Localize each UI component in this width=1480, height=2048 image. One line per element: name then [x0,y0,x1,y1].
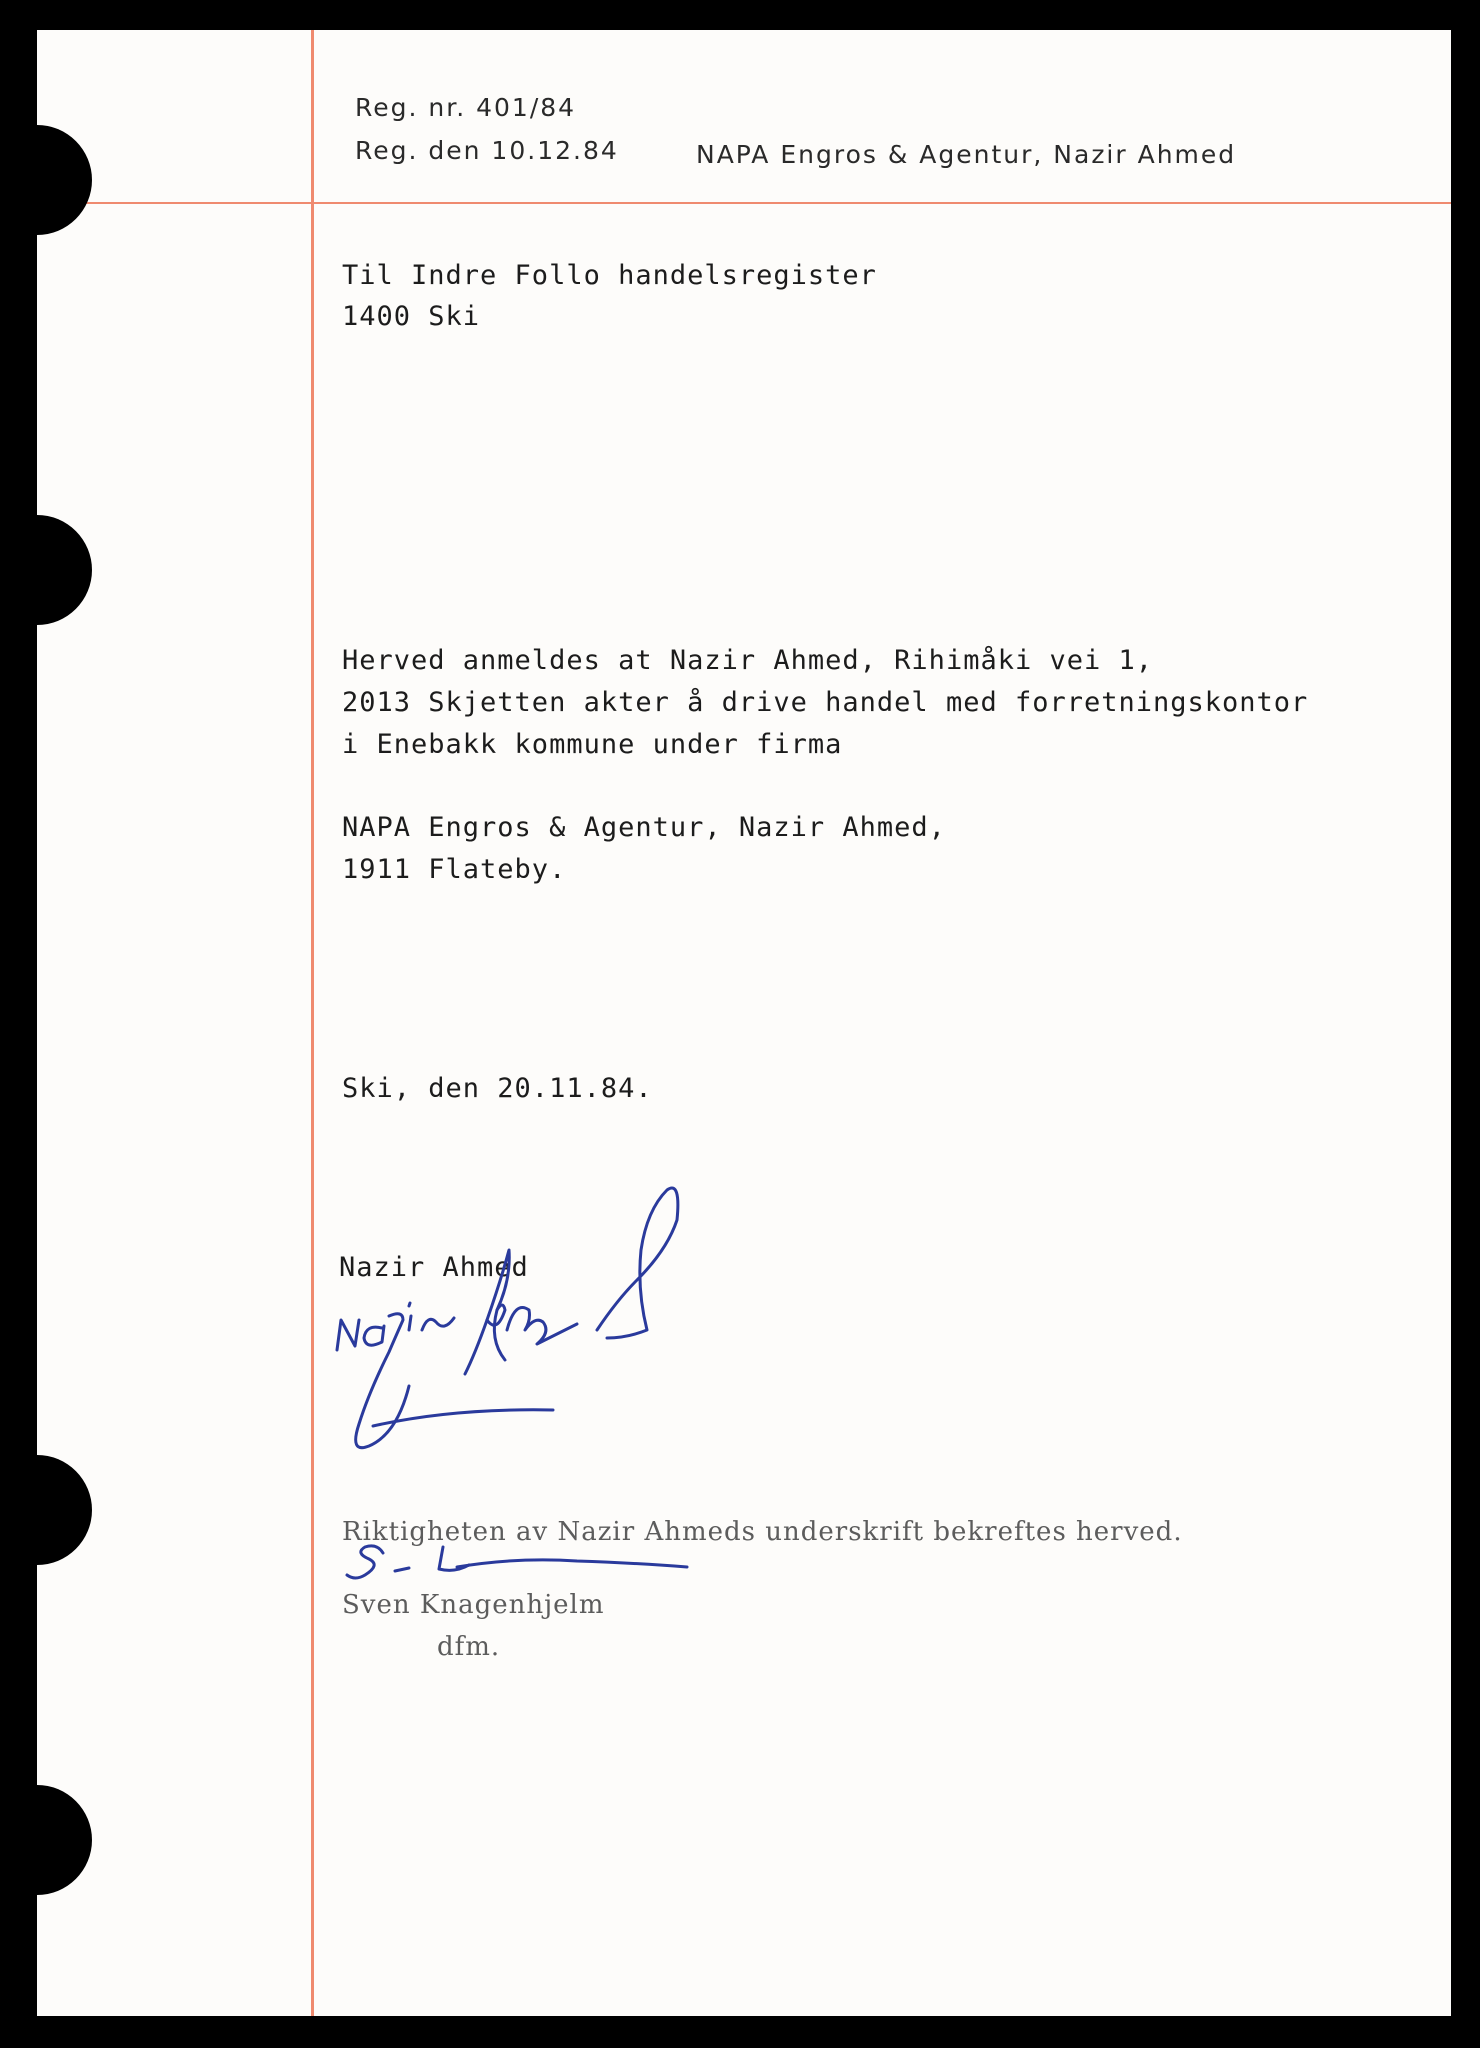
registration-number: Reg. nr. 401/84 [355,93,577,122]
document-page [37,30,1451,2016]
body-line: 2013 Skjetten akter å drive handel med forretningskontor [342,687,1309,718]
firm-name: NAPA Engros & Agentur, Nazir Ahmed, [342,812,946,843]
registration-date: Reg. den 10.12.84 [355,136,619,165]
body-line: i Enebakk kommune under firma [342,729,843,760]
registered-firm: NAPA Engros & Agentur, Nazir Ahmed [696,140,1237,169]
body-line: Herved anmeldes at Nazir Ahmed, Rihimåki vei 1, [342,645,1154,676]
verifier-title: dfm. [437,1632,501,1662]
verifier-name: Sven Knagenhjelm [342,1590,605,1620]
firm-address: 1911 Flateby. [342,854,567,885]
recipient-postal: 1400 Ski [342,301,481,332]
signer-name: Nazir Ahmed [339,1252,529,1283]
handwritten-signatures [37,30,1451,2016]
recipient-line: Til Indre Follo handelsregister [342,260,877,291]
signer-signature [337,1188,678,1448]
verifier-signature [347,1546,687,1578]
verification-text: Riktigheten av Nazir Ahmeds underskrift bekreftes herved. [342,1517,1183,1547]
place-date: Ski, den 20.11.84. [342,1073,653,1104]
